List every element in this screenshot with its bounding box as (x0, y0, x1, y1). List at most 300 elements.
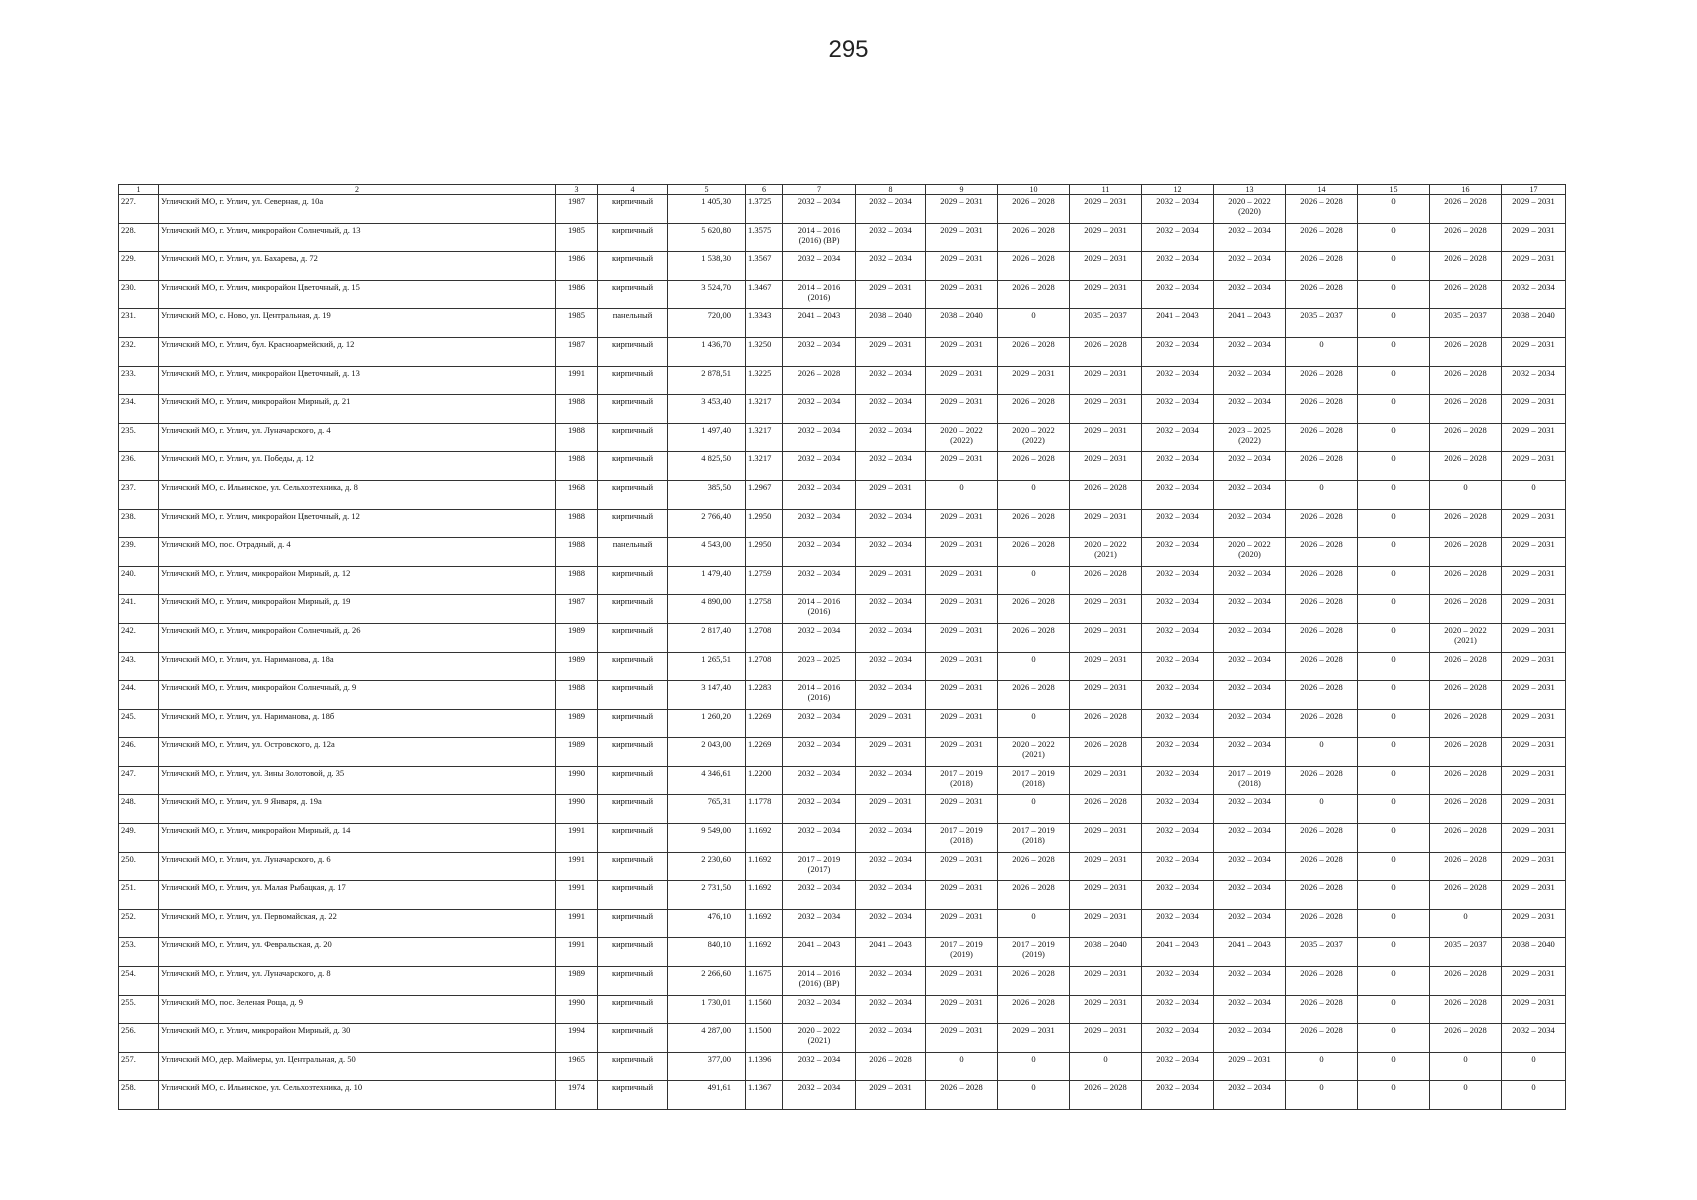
table-cell: 0 (926, 480, 998, 509)
table-row (119, 538, 1566, 567)
table-cell: кирпичный (598, 909, 668, 938)
table-cell: 2032 – 2034 (1142, 595, 1214, 624)
table-cell: 248. (119, 795, 159, 824)
table-cell: 2026 – 2028 (998, 623, 1070, 652)
table-cell: 1986 (556, 280, 598, 309)
table-row (119, 709, 1566, 738)
table-cell: 4 543,00 (668, 538, 746, 567)
table-row (119, 337, 1566, 366)
table-cell: 2026 – 2028 (1430, 795, 1502, 824)
table-cell: 3 524,70 (668, 280, 746, 309)
table-cell: 2029 – 2031 (1070, 623, 1142, 652)
table-cell: 2026 – 2028 (1430, 395, 1502, 424)
table-cell: 2026 – 2028 (1286, 995, 1358, 1024)
column-number-cell: 8 (856, 185, 926, 195)
table-cell: 231. (119, 309, 159, 338)
table-cell: кирпичный (598, 195, 668, 224)
table-cell: 2 817,40 (668, 623, 746, 652)
table-cell: 0 (1358, 337, 1430, 366)
table-cell: 247. (119, 766, 159, 795)
table-cell: 2017 – 2019 (2019) (998, 938, 1070, 967)
table-cell: 2029 – 2031 (926, 623, 998, 652)
table-cell: 2026 – 2028 (998, 452, 1070, 481)
table-cell: 2026 – 2028 (998, 252, 1070, 281)
table-cell: 227. (119, 195, 159, 224)
table-cell: 2026 – 2028 (998, 337, 1070, 366)
table-cell: кирпичный (598, 938, 668, 967)
table-cell: 2038 – 2040 (926, 309, 998, 338)
table-cell: 0 (1358, 909, 1430, 938)
table-cell: 2029 – 2031 (1502, 824, 1566, 853)
table-cell: 2029 – 2031 (1502, 766, 1566, 795)
table-cell: 1 260,20 (668, 709, 746, 738)
table-row (119, 566, 1566, 595)
table-cell: 2026 – 2028 (1430, 337, 1502, 366)
table-cell: Угличский МО, с. Ново, ул. Центральная, д. 19 (159, 309, 556, 338)
table-cell: 476,10 (668, 909, 746, 938)
table-cell: 1.3217 (746, 423, 783, 452)
table-cell: 1988 (556, 395, 598, 424)
table-cell: 2029 – 2031 (926, 967, 998, 996)
table-cell: 3 453,40 (668, 395, 746, 424)
table-cell: 2029 – 2031 (856, 280, 926, 309)
table-cell: 2032 – 2034 (1502, 1024, 1566, 1053)
table-cell: 0 (1358, 195, 1430, 224)
table-cell: Угличский МО, г. Углич, ул. Первомайская, д. 22 (159, 909, 556, 938)
table-cell: 2041 – 2043 (1142, 938, 1214, 967)
table-cell: 2041 – 2043 (783, 309, 856, 338)
table-cell: кирпичный (598, 652, 668, 681)
table-cell: 234. (119, 395, 159, 424)
table-cell: 1988 (556, 423, 598, 452)
table-cell: 2029 – 2031 (926, 395, 998, 424)
table-cell: 2032 – 2034 (856, 824, 926, 853)
table-cell: кирпичный (598, 824, 668, 853)
table-cell: 242. (119, 623, 159, 652)
table-cell: 232. (119, 337, 159, 366)
table-cell: 2032 – 2034 (1214, 1081, 1286, 1110)
table-cell: 258. (119, 1081, 159, 1110)
table-cell: 2041 – 2043 (1214, 938, 1286, 967)
table-cell: 2026 – 2028 (1430, 738, 1502, 767)
table-cell: 2029 – 2031 (926, 566, 998, 595)
table-cell: 236. (119, 452, 159, 481)
table-cell: 2032 – 2034 (856, 995, 926, 1024)
table-cell: 2026 – 2028 (1430, 681, 1502, 710)
column-number-cell: 5 (668, 185, 746, 195)
table-cell: 2032 – 2034 (856, 652, 926, 681)
table-cell: 2029 – 2031 (1502, 223, 1566, 252)
table-cell: кирпичный (598, 738, 668, 767)
table-cell: 0 (1358, 1081, 1430, 1110)
table-cell: 2029 – 2031 (926, 681, 998, 710)
table-cell: 2032 – 2034 (1142, 681, 1214, 710)
table-cell: 2032 – 2034 (1142, 452, 1214, 481)
table-cell: 2032 – 2034 (783, 881, 856, 910)
table-cell: 2029 – 2031 (1214, 1052, 1286, 1081)
table-cell: Угличский МО, г. Углич, микрорайон Мирный, д. 14 (159, 824, 556, 853)
table-cell: Угличский МО, г. Углич, микрорайон Цветочный, д. 12 (159, 509, 556, 538)
table-cell: 2032 – 2034 (856, 623, 926, 652)
table-cell: Угличский МО, г. Углич, бул. Красноармейский, д. 12 (159, 337, 556, 366)
table-cell: 2026 – 2028 (998, 223, 1070, 252)
table-cell: 2032 – 2034 (1214, 909, 1286, 938)
table-cell: 0 (1358, 881, 1430, 910)
table-cell: 0 (1286, 1052, 1358, 1081)
table-cell: Угличский МО, г. Углич, ул. Зины Золотовой, д. 35 (159, 766, 556, 795)
table-cell: 1991 (556, 852, 598, 881)
table-cell: 2032 – 2034 (1214, 709, 1286, 738)
table-cell: 0 (1358, 252, 1430, 281)
table-cell: 2032 – 2034 (783, 252, 856, 281)
table-cell: 2029 – 2031 (1070, 909, 1142, 938)
table-cell: 1.3725 (746, 195, 783, 224)
table-cell: 1.2283 (746, 681, 783, 710)
table-cell: 2014 – 2016 (2016) (783, 280, 856, 309)
table-cell: Угличский МО, г. Углич, микрорайон Солнечный, д. 13 (159, 223, 556, 252)
table-cell: 1987 (556, 195, 598, 224)
table-cell: кирпичный (598, 852, 668, 881)
table-cell: 0 (1430, 480, 1502, 509)
table-cell: 1.3217 (746, 395, 783, 424)
table-cell: 2029 – 2031 (1070, 223, 1142, 252)
table-cell: 5 620,80 (668, 223, 746, 252)
table-cell: Угличский МО, г. Углич, ул. Бахарева, д. 72 (159, 252, 556, 281)
table-cell: 2026 – 2028 (1286, 681, 1358, 710)
table-cell: 2026 – 2028 (1286, 967, 1358, 996)
table-cell: 9 549,00 (668, 824, 746, 853)
table-cell: 246. (119, 738, 159, 767)
table-cell: 0 (1430, 1052, 1502, 1081)
table-cell: 2029 – 2031 (1070, 766, 1142, 795)
table-cell: 1.3250 (746, 337, 783, 366)
table-cell: 2029 – 2031 (926, 652, 998, 681)
table-cell: Угличский МО, пос. Отрадный, д. 4 (159, 538, 556, 567)
table-cell: 2032 – 2034 (1214, 395, 1286, 424)
table-cell: Угличский МО, г. Углич, микрорайон Солнечный, д. 9 (159, 681, 556, 710)
table-cell: 2026 – 2028 (1430, 1024, 1502, 1053)
table-cell: 0 (1430, 1081, 1502, 1110)
table-cell: 2029 – 2031 (1070, 280, 1142, 309)
table-cell: 2038 – 2040 (1502, 309, 1566, 338)
table-cell: 2032 – 2034 (1142, 395, 1214, 424)
table-cell: 2032 – 2034 (783, 538, 856, 567)
table-cell: 2026 – 2028 (1430, 967, 1502, 996)
table-cell: 0 (1358, 1024, 1430, 1053)
table-cell: 2029 – 2031 (1070, 652, 1142, 681)
table-cell: 1.1367 (746, 1081, 783, 1110)
table-cell: 840,10 (668, 938, 746, 967)
table-cell: 2032 – 2034 (856, 395, 926, 424)
table-row (119, 195, 1566, 224)
table-cell: 0 (1358, 595, 1430, 624)
table-cell: 257. (119, 1052, 159, 1081)
table-cell: 2020 – 2022 (2020) (1214, 195, 1286, 224)
column-number-cell: 12 (1142, 185, 1214, 195)
table-cell: 2032 – 2034 (856, 223, 926, 252)
table-row (119, 1081, 1566, 1110)
table-cell: кирпичный (598, 995, 668, 1024)
table-cell: 2026 – 2028 (1286, 538, 1358, 567)
table-cell: 2026 – 2028 (998, 595, 1070, 624)
table-row (119, 967, 1566, 996)
table-cell: Угличский МО, г. Углич, микрорайон Мирный, д. 21 (159, 395, 556, 424)
table-cell: кирпичный (598, 623, 668, 652)
table-cell: 2026 – 2028 (1430, 709, 1502, 738)
table-cell: кирпичный (598, 280, 668, 309)
table-cell: 2029 – 2031 (1070, 967, 1142, 996)
table-cell: кирпичный (598, 881, 668, 910)
table-cell: 2029 – 2031 (926, 509, 998, 538)
table-row (119, 995, 1566, 1024)
table-cell: 2032 – 2034 (1214, 252, 1286, 281)
table-cell: 1988 (556, 681, 598, 710)
table-cell: 2026 – 2028 (1286, 909, 1358, 938)
table-cell: 2032 – 2034 (1142, 423, 1214, 452)
table-cell: 2032 – 2034 (856, 967, 926, 996)
table-cell: 2026 – 2028 (1286, 566, 1358, 595)
column-number-cell: 10 (998, 185, 1070, 195)
table-cell: 2032 – 2034 (1214, 795, 1286, 824)
table-cell: 235. (119, 423, 159, 452)
table-cell: 377,00 (668, 1052, 746, 1081)
table-cell: 1989 (556, 738, 598, 767)
table-cell: 0 (1358, 795, 1430, 824)
table-cell: 2041 – 2043 (783, 938, 856, 967)
table-cell: 2026 – 2028 (1286, 709, 1358, 738)
column-number-cell: 6 (746, 185, 783, 195)
table-cell: 1 497,40 (668, 423, 746, 452)
table-cell: 2026 – 2028 (856, 1052, 926, 1081)
table-cell: 2029 – 2031 (926, 195, 998, 224)
table-cell: Угличский МО, г. Углич, микрорайон Солнечный, д. 26 (159, 623, 556, 652)
table-cell: 2026 – 2028 (1286, 1024, 1358, 1053)
table-cell: 2020 – 2022 (2020) (1214, 538, 1286, 567)
table-cell: 2038 – 2040 (856, 309, 926, 338)
table-cell: 1990 (556, 766, 598, 795)
table-cell: 2041 – 2043 (856, 938, 926, 967)
table-cell: 2029 – 2031 (1070, 423, 1142, 452)
table-cell: 251. (119, 881, 159, 910)
table-cell: 2017 – 2019 (2018) (1214, 766, 1286, 795)
table-cell: 1991 (556, 366, 598, 395)
table-row (119, 480, 1566, 509)
table-cell: 1.3217 (746, 452, 783, 481)
table-cell: 0 (926, 1052, 998, 1081)
table-cell: 1989 (556, 623, 598, 652)
table-cell: 1 730,01 (668, 995, 746, 1024)
table-cell: 4 890,00 (668, 595, 746, 624)
table-cell: 253. (119, 938, 159, 967)
table-cell: Угличский МО, с. Ильинское, ул. Сельхозтехника, д. 8 (159, 480, 556, 509)
table-cell: 2026 – 2028 (1286, 452, 1358, 481)
table-cell: 1994 (556, 1024, 598, 1053)
capital-repair-schedule-table (118, 184, 1566, 1110)
table-cell: 2020 – 2022 (2021) (998, 738, 1070, 767)
table-cell: 2026 – 2028 (1430, 366, 1502, 395)
table-cell: 2026 – 2028 (1286, 766, 1358, 795)
table-cell: 2029 – 2031 (1502, 595, 1566, 624)
table-row (119, 395, 1566, 424)
table-cell: 2032 – 2034 (783, 738, 856, 767)
table-cell: 2026 – 2028 (1070, 709, 1142, 738)
table-cell: 2032 – 2034 (1142, 1081, 1214, 1110)
column-number-cell: 16 (1430, 185, 1502, 195)
table-cell: 0 (1358, 366, 1430, 395)
table-cell: 2026 – 2028 (1286, 509, 1358, 538)
table-cell: 2029 – 2031 (998, 1024, 1070, 1053)
table-cell: 0 (1358, 824, 1430, 853)
table-cell: 2032 – 2034 (1142, 223, 1214, 252)
table-cell: 2032 – 2034 (1502, 366, 1566, 395)
table-cell: 0 (1502, 480, 1566, 509)
table-cell: панельный (598, 538, 668, 567)
column-number-cell: 14 (1286, 185, 1358, 195)
table-cell: 2026 – 2028 (1070, 337, 1142, 366)
table-cell: 2026 – 2028 (926, 1081, 998, 1110)
table-cell: 0 (998, 652, 1070, 681)
column-number-cell: 13 (1214, 185, 1286, 195)
table-cell: 2029 – 2031 (1070, 1024, 1142, 1053)
table-cell: 2014 – 2016 (2016) (783, 595, 856, 624)
table-cell: 2020 – 2022 (2021) (1070, 538, 1142, 567)
table-cell: кирпичный (598, 1052, 668, 1081)
table-cell: 2029 – 2031 (926, 1024, 998, 1053)
table-cell: 255. (119, 995, 159, 1024)
table-cell: 229. (119, 252, 159, 281)
table-cell: Угличский МО, г. Углич, микрорайон Мирный, д. 19 (159, 595, 556, 624)
table-cell: 0 (1358, 766, 1430, 795)
table-row (119, 881, 1566, 910)
table-cell: 2032 – 2034 (856, 1024, 926, 1053)
table-cell: 2032 – 2034 (856, 909, 926, 938)
table-cell: 0 (1358, 280, 1430, 309)
table-cell: 1 436,70 (668, 337, 746, 366)
table-cell: 4 825,50 (668, 452, 746, 481)
table-cell: 0 (998, 1052, 1070, 1081)
table-cell: 1986 (556, 252, 598, 281)
table-row (119, 1024, 1566, 1053)
table-cell: 0 (1286, 795, 1358, 824)
table-cell: 2026 – 2028 (1070, 738, 1142, 767)
table-row (119, 223, 1566, 252)
table-cell: 1 538,30 (668, 252, 746, 281)
table-cell: 1968 (556, 480, 598, 509)
table-cell: 2 766,40 (668, 509, 746, 538)
table-cell: 2029 – 2031 (1070, 995, 1142, 1024)
table-row (119, 824, 1566, 853)
table-cell: 2026 – 2028 (1286, 595, 1358, 624)
table-cell: 1989 (556, 709, 598, 738)
table-cell: 2026 – 2028 (1286, 280, 1358, 309)
table-cell: 2029 – 2031 (926, 995, 998, 1024)
table-cell: 2032 – 2034 (783, 423, 856, 452)
table-cell: кирпичный (598, 509, 668, 538)
table-cell: 2032 – 2034 (1214, 967, 1286, 996)
table-cell: 2032 – 2034 (1142, 509, 1214, 538)
table-cell: 1.1692 (746, 881, 783, 910)
table-cell: 2026 – 2028 (1070, 566, 1142, 595)
table-cell: 2032 – 2034 (1214, 623, 1286, 652)
table-cell: 2032 – 2034 (856, 252, 926, 281)
table-cell: 1.2708 (746, 623, 783, 652)
table-cell: кирпичный (598, 681, 668, 710)
table-cell: 1991 (556, 881, 598, 910)
table-cell: 2029 – 2031 (998, 366, 1070, 395)
table-cell: 1.1778 (746, 795, 783, 824)
table-cell: 2026 – 2028 (998, 395, 1070, 424)
table-row (119, 938, 1566, 967)
table-row (119, 509, 1566, 538)
table-cell: 2032 – 2034 (1142, 538, 1214, 567)
table-cell: 2032 – 2034 (783, 195, 856, 224)
table-cell: 2032 – 2034 (1214, 1024, 1286, 1053)
table-cell: кирпичный (598, 423, 668, 452)
table-cell: 1.3467 (746, 280, 783, 309)
table-cell: 0 (1070, 1052, 1142, 1081)
table-cell: 3 147,40 (668, 681, 746, 710)
table-row (119, 452, 1566, 481)
table-cell: 2032 – 2034 (1214, 280, 1286, 309)
table-cell: 2020 – 2022 (2021) (783, 1024, 856, 1053)
table-cell: 2026 – 2028 (1286, 223, 1358, 252)
table-cell: 2029 – 2031 (856, 566, 926, 595)
table-cell: 2032 – 2034 (856, 852, 926, 881)
table-cell: кирпичный (598, 337, 668, 366)
table-cell: 2032 – 2034 (1214, 852, 1286, 881)
table-cell: 241. (119, 595, 159, 624)
table-cell: 1.1692 (746, 852, 783, 881)
table-cell: 1.1560 (746, 995, 783, 1024)
table-cell: 0 (1286, 337, 1358, 366)
table-cell: 2017 – 2019 (2019) (926, 938, 998, 967)
table-cell: Угличский МО, г. Углич, ул. Нариманова, д. 18а (159, 652, 556, 681)
table-cell: 2026 – 2028 (998, 195, 1070, 224)
table-cell: 2029 – 2031 (926, 538, 998, 567)
table-cell: Угличский МО, г. Углич, ул. Островского, д. 12а (159, 738, 556, 767)
table-cell: 2032 – 2034 (856, 681, 926, 710)
table-cell: 2029 – 2031 (1070, 195, 1142, 224)
table-row (119, 280, 1566, 309)
table-cell: 1.2950 (746, 538, 783, 567)
table-cell: 2026 – 2028 (1430, 766, 1502, 795)
table-row (119, 366, 1566, 395)
table-cell: 2026 – 2028 (998, 852, 1070, 881)
table-cell: 2026 – 2028 (1286, 423, 1358, 452)
table-cell: 2032 – 2034 (783, 480, 856, 509)
table-cell: 491,61 (668, 1081, 746, 1110)
table-cell: 2 878,51 (668, 366, 746, 395)
table-cell: 2029 – 2031 (926, 881, 998, 910)
table-cell: 0 (1358, 1052, 1430, 1081)
table-row (119, 1052, 1566, 1081)
table-row (119, 623, 1566, 652)
table-cell: 0 (1286, 1081, 1358, 1110)
table-cell: 2014 – 2016 (2016) (ВР) (783, 967, 856, 996)
table-cell: 0 (998, 795, 1070, 824)
table-cell: 2017 – 2019 (2018) (998, 824, 1070, 853)
table-cell: кирпичный (598, 1024, 668, 1053)
table-cell: 2032 – 2034 (783, 509, 856, 538)
table-cell: 2032 – 2034 (856, 538, 926, 567)
table-cell: 2020 – 2022 (2022) (998, 423, 1070, 452)
table-cell: 0 (1358, 623, 1430, 652)
table-cell: 2032 – 2034 (1142, 252, 1214, 281)
table-cell: 385,50 (668, 480, 746, 509)
table-cell: 2026 – 2028 (1286, 652, 1358, 681)
table-cell: Угличский МО, г. Углич, ул. Луначарского, д. 8 (159, 967, 556, 996)
table-row (119, 852, 1566, 881)
